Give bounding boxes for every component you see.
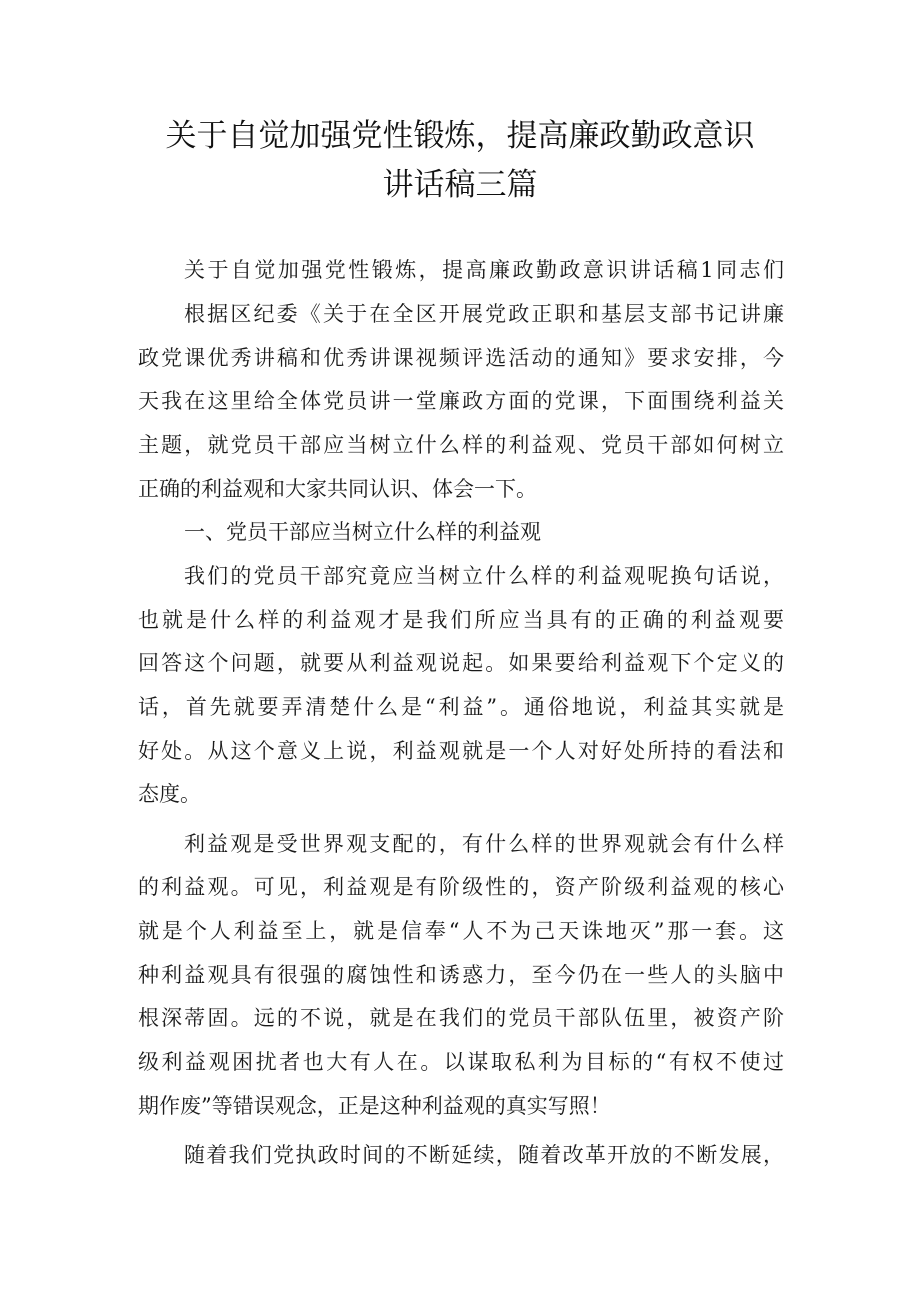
body-line: 就是个人利益至上，就是信奉“人不为己天诛地灭”那一套。这 (138, 919, 784, 943)
body-line: 我们的党员干部究竟应当树立什么样的利益观呢换句话说， (184, 564, 784, 588)
body-line: 天我在这里给全体党员讲一堂廉政方面的党课，下面围绕利益关 (138, 389, 784, 413)
body-line: 根深蒂固。远的不说，就是在我们的党员干部队伍里，被资产阶 (138, 1006, 784, 1030)
body-line: 话，首先就要弄清楚什么是“利益”。通俗地说，利益其实就是 (138, 695, 784, 719)
document-title-line-1: 关于自觉加强党性锻炼，提高廉政勤政意识 (165, 118, 755, 154)
body-line: 正确的利益观和大家共同认识、体会一下。 (138, 477, 537, 501)
document-title-line-2: 讲话稿三篇 (382, 167, 538, 203)
body-line: 也就是什么样的利益观才是我们所应当具有的正确的利益观要 (138, 608, 784, 632)
body-line: 好处。从这个意义上说，利益观就是一个人对好处所持的看法和 (138, 739, 784, 763)
body-line: 主题，就党员干部应当树立什么样的利益观、党员干部如何树立 (138, 433, 784, 457)
body-line: 政党课优秀讲稿和优秀讲课视频评选活动的通知》要求安排，今 (138, 346, 784, 370)
body-line: 级利益观困扰者也大有人在。以谋取私利为目标的“有权不使过 (138, 1050, 784, 1074)
body-line: 期作废”等错误观念，正是这种利益观的真实写照！ (138, 1094, 611, 1118)
section-heading: 一、党员干部应当树立什么样的利益观 (184, 520, 541, 544)
body-line: 关于自觉加强党性锻炼，提高廉政勤政意识讲话稿1同志们 (184, 258, 784, 282)
body-line: 根据区纪委《关于在全区开展党政正职和基层支部书记讲廉 (184, 302, 784, 326)
body-line: 随着我们党执政时间的不断延续，随着改革开放的不断发展， (184, 1143, 784, 1167)
body-line: 的利益观。可见，利益观是有阶级性的，资产阶级利益观的核心 (138, 875, 784, 899)
body-line: 态度。 (138, 782, 201, 806)
body-line: 利益观是受世界观支配的，有什么样的世界观就会有什么样 (184, 832, 784, 856)
body-line: 回答这个问题，就要从利益观说起。如果要给利益观下个定义的 (138, 651, 784, 675)
body-line: 种利益观具有很强的腐蚀性和诱惑力，至今仍在一些人的头脑中 (138, 963, 784, 987)
